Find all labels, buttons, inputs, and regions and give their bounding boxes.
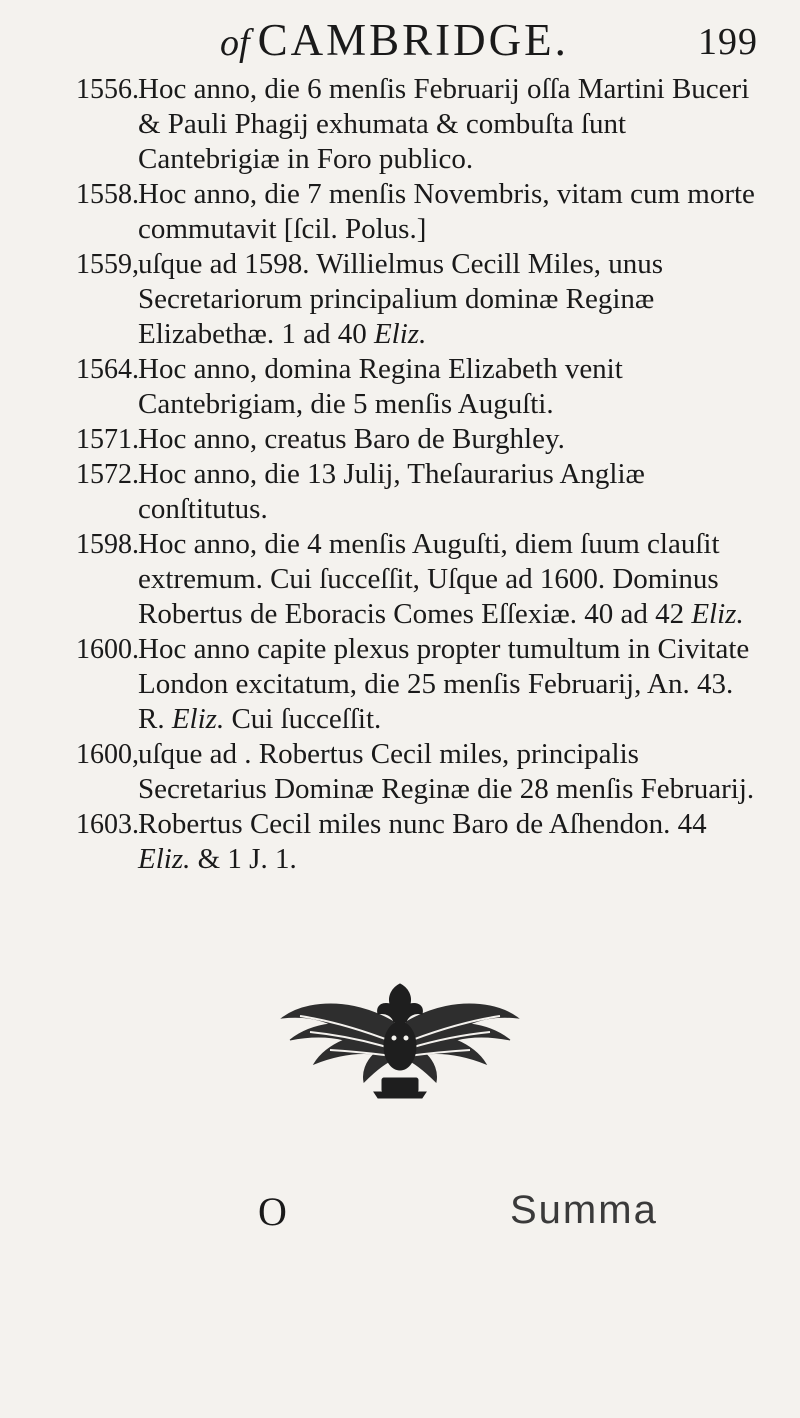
chronology-entry — [0, 457, 800, 527]
chronology-entry — [0, 527, 800, 632]
entry-year: 1603. — [76, 809, 139, 840]
entry-year: 1598. — [76, 529, 139, 560]
signature-mark: O — [258, 1189, 287, 1234]
page-footer — [0, 1188, 800, 1248]
chronology-entry — [0, 247, 800, 352]
entry-regnal-abbrev: Eliz. — [138, 843, 191, 875]
entry-regnal-abbrev: Eliz. — [373, 318, 427, 350]
entry-text-wrap — [138, 807, 760, 877]
entry-year: 1571. — [76, 424, 139, 455]
entry-year: 1600. — [76, 634, 139, 665]
entry-regnal-abbrev: Eliz. — [171, 703, 225, 735]
page-header — [0, 8, 800, 68]
chronology-entry — [0, 422, 800, 457]
chronology-entry — [0, 807, 800, 877]
chronology-entry — [0, 737, 800, 807]
entry-text-after: Cui ſucceſſit. — [231, 703, 382, 735]
running-title-prefix: of — [220, 22, 250, 64]
entry-text: Hoc anno, die 6 menſis Februarij oſſa Martini Buceri & Pauli Phagij exhumata & combuſta ſunt Cantebrigiæ in Foro publico. — [138, 73, 750, 175]
entry-year: 1559, — [76, 249, 139, 280]
entry-text-after: & 1 J. 1. — [197, 843, 297, 875]
entry-text: Hoc anno, die 4 menſis Auguſti, diem ſuum clauſit extremum. Cui ſucceſſit, Uſque ad 1600. Dominus Robertus de Eboracis Comes Eſſexiæ. 40 ad 42 — [138, 528, 720, 630]
entry-text-wrap — [138, 247, 760, 352]
entry-year: 1556. — [76, 74, 139, 105]
entry-text-wrap — [138, 527, 760, 632]
entry-year: 1558. — [76, 179, 139, 210]
chronology-entry — [0, 352, 800, 422]
chronology-entry — [0, 72, 800, 177]
entry-text-wrap — [138, 632, 760, 737]
running-title — [220, 14, 569, 66]
entry-text: uſque ad 1598. Willielmus Cecill Miles, unus Secretariorum principalium dominæ Reginæ Elizabethæ. 1 ad 40 — [138, 248, 664, 350]
entry-year: 1572. — [76, 459, 139, 490]
entry-text: Hoc anno, creatus Baro de Burghley. — [138, 423, 565, 455]
entry-text: Hoc anno, die 7 menſis Novembris, vitam cum morte commutavit [ſcil. Polus.] — [138, 178, 755, 245]
entry-regnal-abbrev: Eliz. — [691, 598, 744, 630]
chronology-list — [0, 72, 800, 877]
entry-text: Hoc anno capite plexus propter tumultum in Civitate London excitatum, die 25 menſis Februarij, An. 43. R. — [138, 633, 750, 735]
page-number: 199 — [698, 21, 758, 63]
entry-year: 1600, — [76, 739, 139, 770]
chronology-entry — [0, 177, 800, 247]
running-title-text: CAMBRIDGE. — [257, 15, 569, 65]
entry-text: uſque ad . Robertus Cecil miles, principalis Secretarius Dominæ Reginæ die 28 menſis Februarij. — [138, 738, 755, 805]
entry-text: Robertus Cecil miles nunc Baro de Aſhendon. 44 — [138, 808, 707, 840]
printers-ornament-icon — [270, 978, 530, 1100]
chronology-entry — [0, 632, 800, 737]
entry-text: Hoc anno, domina Regina Elizabeth venit Cantebrigiam, die 5 menſis Auguſti. — [138, 353, 623, 420]
catchword: Summa — [510, 1188, 658, 1232]
entry-year: 1564. — [76, 354, 139, 385]
entry-text: Hoc anno, die 13 Julij, Theſaurarius Angliæ conſtitutus. — [138, 458, 645, 525]
